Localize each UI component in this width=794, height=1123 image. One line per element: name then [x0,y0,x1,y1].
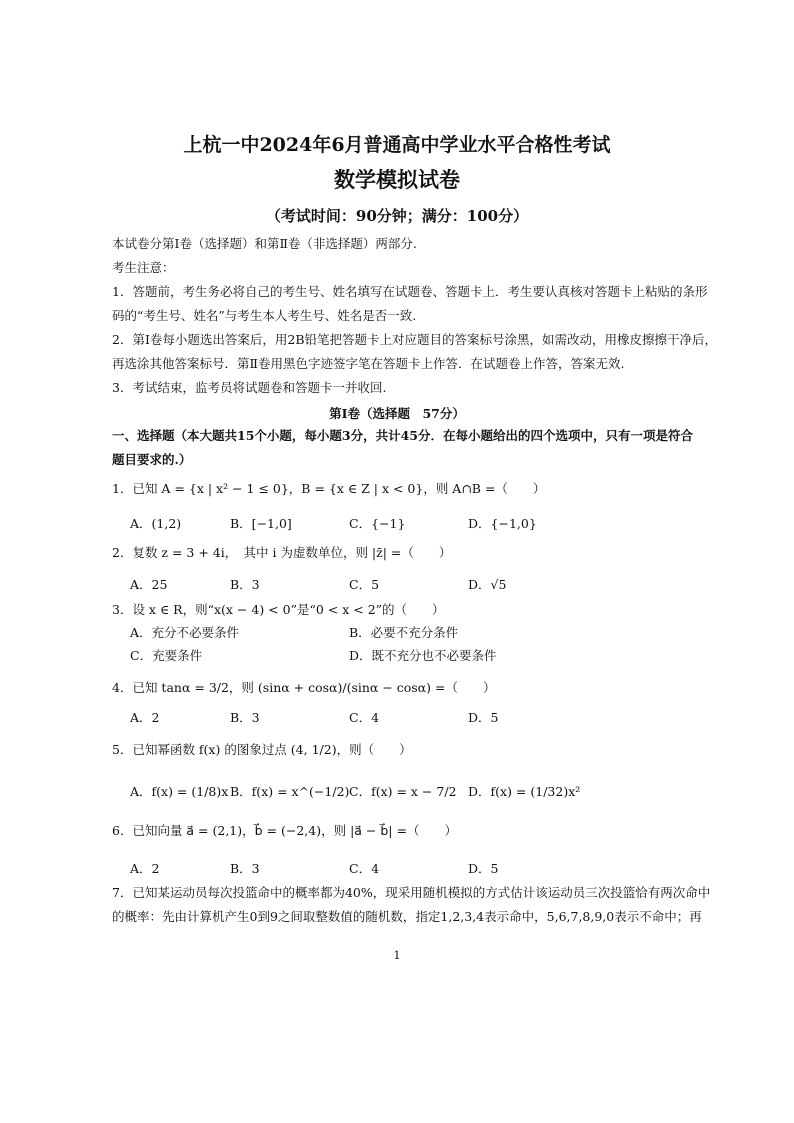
q4-option-b: B．3 [230,710,260,725]
q1-option-a: A．(1,2) [130,516,182,531]
q1-option-b: B．[−1,0] [230,516,292,531]
exam-subtitle: 数学模拟试卷 [334,167,460,192]
notice-1a: 1．答题前，考生务必将自己的考生号、姓名填写在试题卷、答题卡上．考生要认真核对答题卡上粘贴的条形 [112,284,708,299]
intro-line: 本试卷分第Ⅰ卷（选择题）和第Ⅱ卷（非选择题）两部分. [112,236,417,251]
q2-option-d: D．√5 [468,577,507,592]
question-1-stem: 1．已知 A = {x | x² − 1 ≤ 0}，B = {x ∈ Z | x < 0}，则 A∩B =（ ） [112,481,546,496]
q2-option-b: B．3 [230,577,260,592]
q3-option-d: D．既不充分也不必要条件 [349,648,497,663]
q1-option-d: D．{−1,0} [468,516,537,531]
q6-option-c: C．4 [349,861,380,876]
q2-option-a: A．25 [130,577,168,592]
exam-title: 上杭一中2024年6月普通高中学业水平合格性考试 [183,134,611,156]
q6-option-d: D．5 [468,861,499,876]
exam-time-score: （考试时间：90分钟；满分：100分） [265,207,529,225]
notice-2a: 2．第Ⅰ卷每小题选出答案后，用2B铅笔把答题卡上对应题目的答案标号涂黑，如需改动，用橡皮擦擦干净后， [112,332,718,347]
question-7-stem-a: 7．已知某运动员每次投篮命中的概率都为40%，现采用随机模拟的方式估计该运动员三次投篮恰有两次命中 [112,885,711,900]
question-7-stem-b: 的概率：先由计算机产生0到9之间取整数值的随机数，指定1,2,3,4表示命中，5,6,7,8,9,0表示不命中；再 [112,909,702,924]
question-2-stem: 2．复数 z = 3 + 4i， 其中 i 为虚数单位，则 |z̄| =（ ） [112,545,452,560]
question-4-stem: 4．已知 tanα = 3/2，则 (sinα + cosα)/(sinα − cosα) =（ ） [112,680,496,695]
notice-2b: 再选涂其他答案标号．第Ⅱ卷用黑色字迹签字笔在答题卡上作答．在试题卷上作答，答案无效. [112,356,625,371]
page-number: 1 [393,949,401,962]
notice-label: 考生注意： [112,260,175,275]
notice-1b: 码的“考生号、姓名”与考生本人考生号、姓名是否一致. [112,308,417,323]
section-header: 第Ⅰ卷（选择题 57分） [329,406,465,421]
question-5-stem: 5．已知幂函数 f(x) 的图象过点 (4, 1/2)，则（ ） [112,742,412,757]
q5-option-d: D．f(x) = (1/32)x² [468,784,581,799]
q2-option-c: C．5 [349,577,380,592]
q6-option-a: A．2 [130,861,160,876]
q4-option-a: A．2 [130,710,160,725]
section-desc-a: 一、选择题（本大题共15个小题，每小题3分，共计45分．在每小题给出的四个选项中，只有一项是符合 [112,428,693,443]
section-desc-b: 题目要求的.） [112,452,192,467]
q5-option-b: B．f(x) = x^(−1/2) [230,784,350,799]
q6-option-b: B．3 [230,861,260,876]
q5-option-c: C．f(x) = x − 7/2 [349,784,457,799]
q1-option-c: C．{−1} [349,516,406,531]
question-6-stem: 6．已知向量 a⃗ = (2,1)，b⃗ = (−2,4)，则 |a⃗ − b⃗| =（ ） [112,823,457,838]
q3-option-b: B．必要不充分条件 [349,625,459,640]
q3-option-a: A．充分不必要条件 [130,625,240,640]
question-3-stem: 3．设 x ∈ R，则“x(x − 4) < 0”是“0 < x < 2”的（ ） [112,602,445,617]
q4-option-c: C．4 [349,710,380,725]
notice-3: 3．考试结束，监考员将试题卷和答题卡一并收回. [112,380,387,395]
q5-option-a: A．f(x) = (1/8)x [130,784,229,799]
q4-option-d: D．5 [468,710,499,725]
q3-option-c: C．充要条件 [130,648,203,663]
